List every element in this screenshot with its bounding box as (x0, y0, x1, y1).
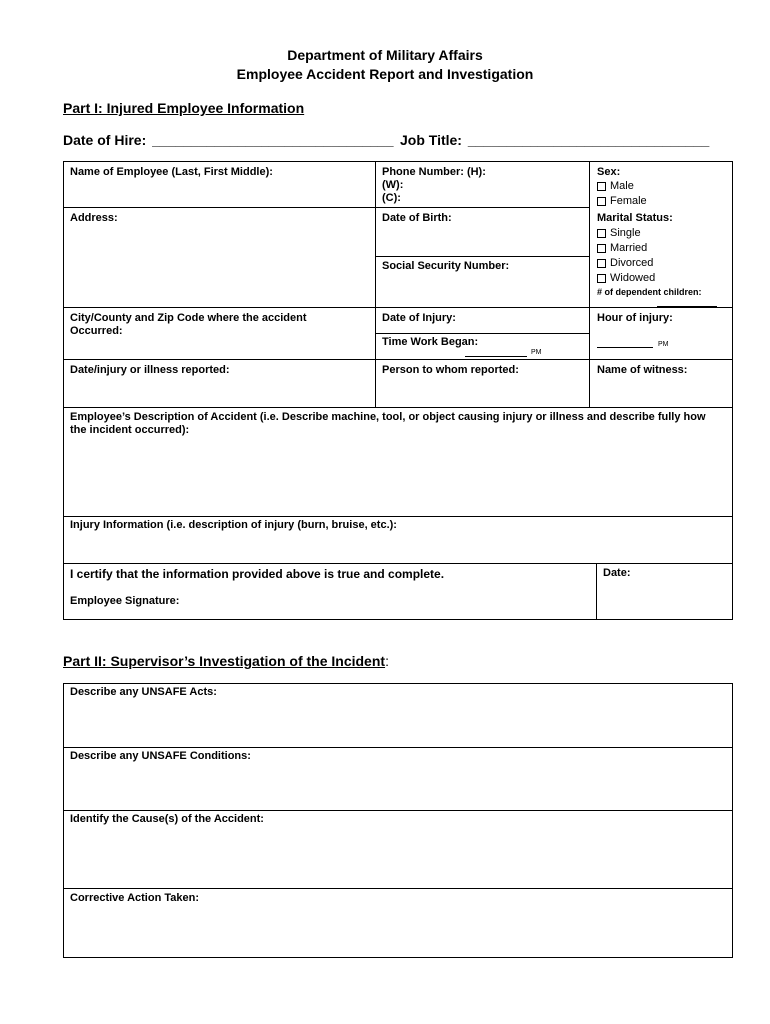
unsafe-conditions-field[interactable]: Describe any UNSAFE Conditions: (70, 750, 251, 762)
sex-male-checkbox[interactable] (597, 179, 634, 193)
table-rule (63, 888, 733, 889)
checkbox-icon (597, 259, 606, 268)
sex-male-label: Male (610, 180, 634, 192)
table-rule (375, 256, 589, 257)
marital-single-checkbox[interactable] (597, 226, 641, 240)
part2-heading-row (63, 653, 389, 669)
marital-divorced-checkbox[interactable] (597, 256, 653, 270)
checkbox-icon (597, 197, 606, 206)
table-divider (596, 563, 597, 620)
table-rule (63, 407, 733, 408)
table-rule (63, 747, 733, 748)
table-rule (63, 307, 733, 308)
phone-cell-field[interactable]: (C): (382, 192, 401, 204)
address-field[interactable]: Address: (70, 212, 118, 224)
marital-widowed-checkbox[interactable] (597, 271, 655, 285)
form-title-department: Department of Military Affairs (287, 47, 483, 63)
table-rule (375, 333, 589, 334)
date-of-hire-label: Date of Hire: (63, 132, 147, 148)
form-title-report: Employee Accident Report and Investigation (236, 66, 534, 82)
dependent-children-blank (657, 306, 717, 307)
marital-divorced-label: Divorced (610, 257, 654, 269)
employee-name-field[interactable]: Name of Employee (Last, First Middle): (70, 166, 273, 178)
dependent-children-field[interactable]: # of dependent children: (597, 287, 702, 297)
marital-married-label: Married (610, 242, 648, 254)
date-of-hire-field[interactable]: _______________________________ (152, 132, 394, 148)
part2-heading-colon: : (385, 653, 389, 669)
accident-description-field[interactable]: Employee’s Description of Accident (i.e. Describe machine, tool, or object causing injury or illness and describe fully how the incident occurred): (70, 411, 706, 436)
marital-status-label: Marital Status: (597, 212, 673, 224)
date-of-birth-field[interactable]: Date of Birth: (382, 212, 452, 224)
checkbox-icon (597, 274, 606, 283)
corrective-action-field[interactable]: Corrective Action Taken: (70, 892, 199, 904)
job-title-label: Job Title: (400, 132, 462, 148)
hour-of-injury-blank (597, 347, 653, 348)
unsafe-acts-field[interactable]: Describe any UNSAFE Acts: (70, 686, 217, 698)
ssn-field[interactable]: Social Security Number: (382, 260, 510, 272)
sex-female-checkbox[interactable] (597, 194, 647, 208)
table-divider (589, 161, 590, 407)
injury-information-field[interactable]: Injury Information (i.e. description of injury (burn, bruise, etc.): (70, 519, 397, 531)
pm-label: PM (658, 341, 669, 348)
accident-location-field[interactable]: City/County and Zip Code where the accident Occurred: (70, 312, 307, 337)
marital-widowed-label: Widowed (610, 272, 656, 284)
table-divider (375, 161, 376, 407)
job-title-field[interactable]: _______________________________ (467, 132, 710, 148)
table-rule (63, 810, 733, 811)
checkbox-icon (597, 244, 606, 253)
table-rule (63, 563, 733, 564)
checkbox-icon (597, 182, 606, 191)
table-rule (63, 207, 589, 208)
date-of-hire-row (63, 132, 394, 148)
checkbox-icon (597, 229, 606, 238)
marital-single-label: Single (610, 227, 641, 239)
pm-label: PM (531, 349, 542, 356)
marital-married-checkbox[interactable] (597, 241, 647, 255)
hour-of-injury-field[interactable]: Hour of injury: (597, 312, 673, 324)
table-rule (63, 359, 733, 360)
sex-female-label: Female (610, 195, 647, 207)
accident-causes-field[interactable]: Identify the Cause(s) of the Accident: (70, 813, 264, 825)
sex-label: Sex: (597, 166, 621, 178)
date-reported-field[interactable]: Date/injury or illness reported: (70, 364, 230, 376)
witness-name-field[interactable]: Name of witness: (597, 364, 688, 376)
time-work-began-field[interactable]: Time Work Began: (382, 336, 479, 348)
job-title-row (400, 132, 709, 148)
phone-work-field[interactable]: (W): (382, 179, 404, 191)
part2-heading: Part II: Supervisor’s Investigation of the Incident (63, 653, 386, 669)
date-of-injury-field[interactable]: Date of Injury: (382, 312, 456, 324)
table-rule (63, 516, 733, 517)
employee-signature-field[interactable]: Employee Signature: (70, 595, 180, 607)
phone-home-field[interactable]: Phone Number: (H): (382, 166, 486, 178)
certification-statement: I certify that the information provided above is true and complete. (70, 567, 445, 581)
signature-date-field[interactable]: Date: (603, 567, 631, 579)
time-work-began-blank (465, 356, 527, 357)
person-reported-to-field[interactable]: Person to whom reported: (382, 364, 519, 376)
part1-heading: Part I: Injured Employee Information (63, 100, 305, 116)
